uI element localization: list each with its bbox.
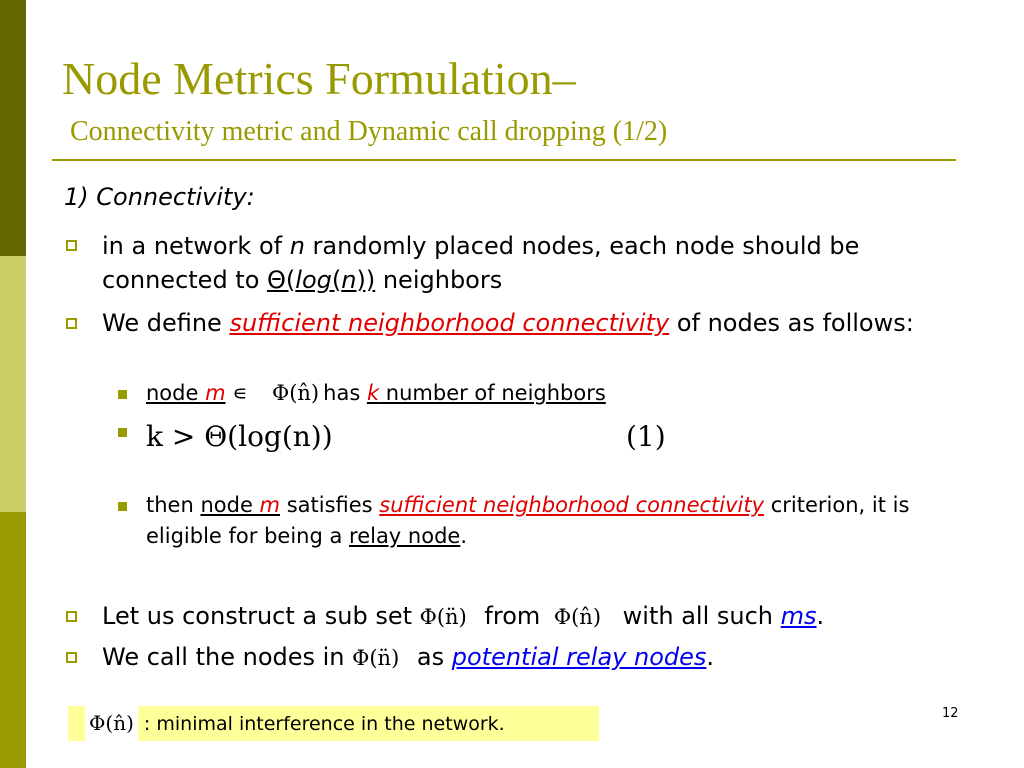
- text: .: [816, 602, 825, 630]
- note-text: : minimal interference in the network.: [137, 713, 505, 735]
- var-m: m: [205, 381, 226, 405]
- text: of nodes as follows:: [669, 309, 914, 337]
- text: node: [200, 493, 260, 517]
- term-sufficient-connectivity: sufficient neighborhood connectivity: [229, 309, 670, 337]
- sidebar-band-middle: [0, 256, 26, 512]
- k-neighbors-phrase: [367, 381, 606, 405]
- definition-note: [68, 706, 599, 741]
- var-n: n: [341, 266, 357, 294]
- node-m-phrase: [146, 381, 226, 405]
- element-of-symbol: ∊: [225, 381, 254, 405]
- paren-open: (: [331, 266, 342, 294]
- var-k: k: [366, 381, 380, 405]
- sub-bullet-square-icon: [118, 428, 127, 437]
- term-potential-relay-nodes: potential relay nodes: [451, 643, 707, 671]
- sub-bullet-square-icon: [118, 390, 127, 399]
- bullet-construct-subset: [102, 599, 972, 634]
- text: randomly placed nodes, each node should be connected to: [102, 232, 860, 294]
- bullet-square-icon: [66, 240, 77, 251]
- text: as: [409, 643, 452, 671]
- bullet-define-connectivity: [102, 306, 972, 340]
- page-number: 12: [942, 706, 959, 721]
- node-m-phrase: [200, 493, 280, 517]
- text: with all such: [615, 602, 781, 630]
- phi-hat-symbol: Φ(n̂): [85, 706, 138, 741]
- phi-hat-symbol: Φ(n̂): [272, 381, 320, 405]
- paren-close: )): [356, 266, 376, 294]
- log-text: log: [295, 266, 332, 294]
- sub-bullet-node-m: [146, 378, 946, 409]
- phi-ddot-symbol: Φ(n̈): [419, 605, 467, 629]
- term-ms: ms: [780, 602, 817, 630]
- text: We call the nodes in: [102, 643, 353, 671]
- bullet-square-icon: [66, 652, 77, 663]
- text: has: [323, 381, 367, 405]
- text: node: [146, 381, 206, 405]
- text: We define: [102, 309, 230, 337]
- title-divider: [52, 159, 956, 161]
- text: neighbors: [375, 266, 503, 294]
- text: criterion, it is eligible for being a: [146, 493, 910, 548]
- text: .: [706, 643, 715, 671]
- text: from: [476, 602, 548, 630]
- var-m: m: [259, 493, 281, 517]
- var-n: n: [289, 232, 305, 260]
- term-relay-node: relay node: [349, 524, 461, 548]
- bullet-square-icon: [66, 611, 77, 622]
- bullet-potential-relay: [102, 640, 972, 675]
- theta-open: Θ(: [267, 266, 296, 294]
- term-sufficient-connectivity: sufficient neighborhood connectivity: [379, 493, 765, 517]
- text: number of neighbors: [379, 381, 606, 405]
- bullet-square-icon: [66, 318, 77, 329]
- text: Let us construct a sub set: [102, 602, 420, 630]
- phi-hat-symbol: Φ(n̂): [553, 605, 602, 629]
- equation-label: (1): [626, 420, 666, 453]
- text: .: [460, 524, 468, 548]
- section-heading: 1) Connectivity:: [64, 183, 255, 211]
- text: then: [146, 493, 201, 517]
- text: satisfies: [280, 493, 380, 517]
- sidebar-band-top: [0, 0, 26, 256]
- slide-subtitle: Connectivity metric and Dynamic call dropping (1/2): [70, 116, 668, 147]
- slide-title: Node Metrics Formulation–: [62, 53, 576, 104]
- sub-bullet-criterion: [146, 490, 936, 552]
- phi-ddot-symbol: Φ(n̈): [352, 646, 400, 670]
- equation-formula: k > Θ(log(n)): [146, 420, 333, 453]
- bullet-network-nodes: [102, 229, 972, 297]
- theta-log-n: [267, 266, 375, 294]
- sidebar-band-bottom: [0, 512, 26, 768]
- sub-bullet-square-icon: [118, 502, 127, 511]
- text: in a network of: [102, 232, 290, 260]
